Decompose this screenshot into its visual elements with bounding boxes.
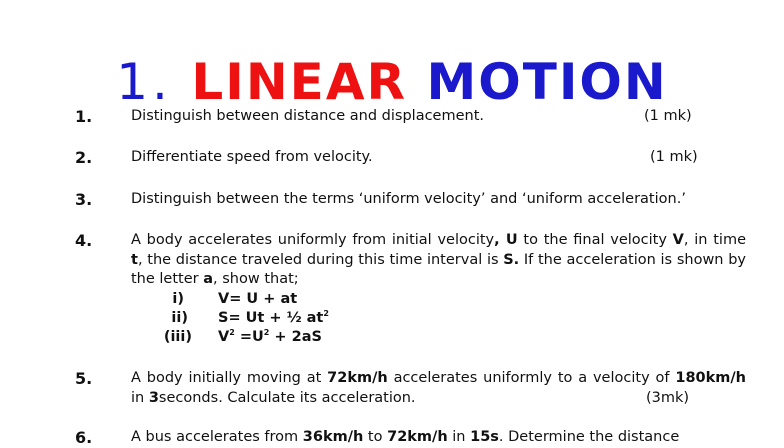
question-number: 4. (75, 231, 93, 250)
question-text: Distinguish between distance and displacement. (131, 108, 485, 124)
page-title (0, 52, 784, 112)
question-number: 2. (75, 148, 93, 167)
question-text: A bus accelerates from 36km/h to 72km/h in 15s. Determine the distance (131, 429, 680, 445)
subpart-label: i) (172, 291, 184, 307)
title-number: 1. (116, 53, 172, 111)
subpart-label: (iii) (163, 329, 192, 345)
title-word-linear: LINEAR (191, 53, 408, 111)
question-number: 6. (75, 428, 93, 447)
question-text: Differentiate speed from velocity. (131, 149, 373, 165)
question-number: 3. (75, 190, 93, 209)
question-text: Distinguish between the terms ‘uniform velocity’ and ‘uniform acceleration.’ (131, 191, 686, 207)
subpart-label: ii) (171, 310, 188, 326)
question-text: A body initially moving at 72km/h accelerates uniformly to a velocity of 180km/h in 3seconds. Calculate its acceleration. (131, 370, 746, 406)
question-marks: (1 mk) (644, 108, 692, 124)
question-marks: (1 mk) (650, 149, 698, 165)
question-number: 5. (75, 369, 93, 388)
title-word-motion: MOTION (426, 53, 668, 111)
question-number: 1. (75, 107, 93, 126)
subpart-equation: S= Ut + ½ $at^2$ (218, 309, 329, 326)
question-text: A body accelerates uniformly from initial velocity, U to the final velocity V, in time t, the distance traveled during this time interval is S. If the acceleration is shown by the letter a, show that; (131, 232, 746, 287)
subpart-equation: V= U + at (218, 291, 298, 307)
question-marks: (3mk) (646, 389, 690, 406)
subpart-equation: $V^2 =U^2 + 2aS$ (218, 328, 322, 345)
